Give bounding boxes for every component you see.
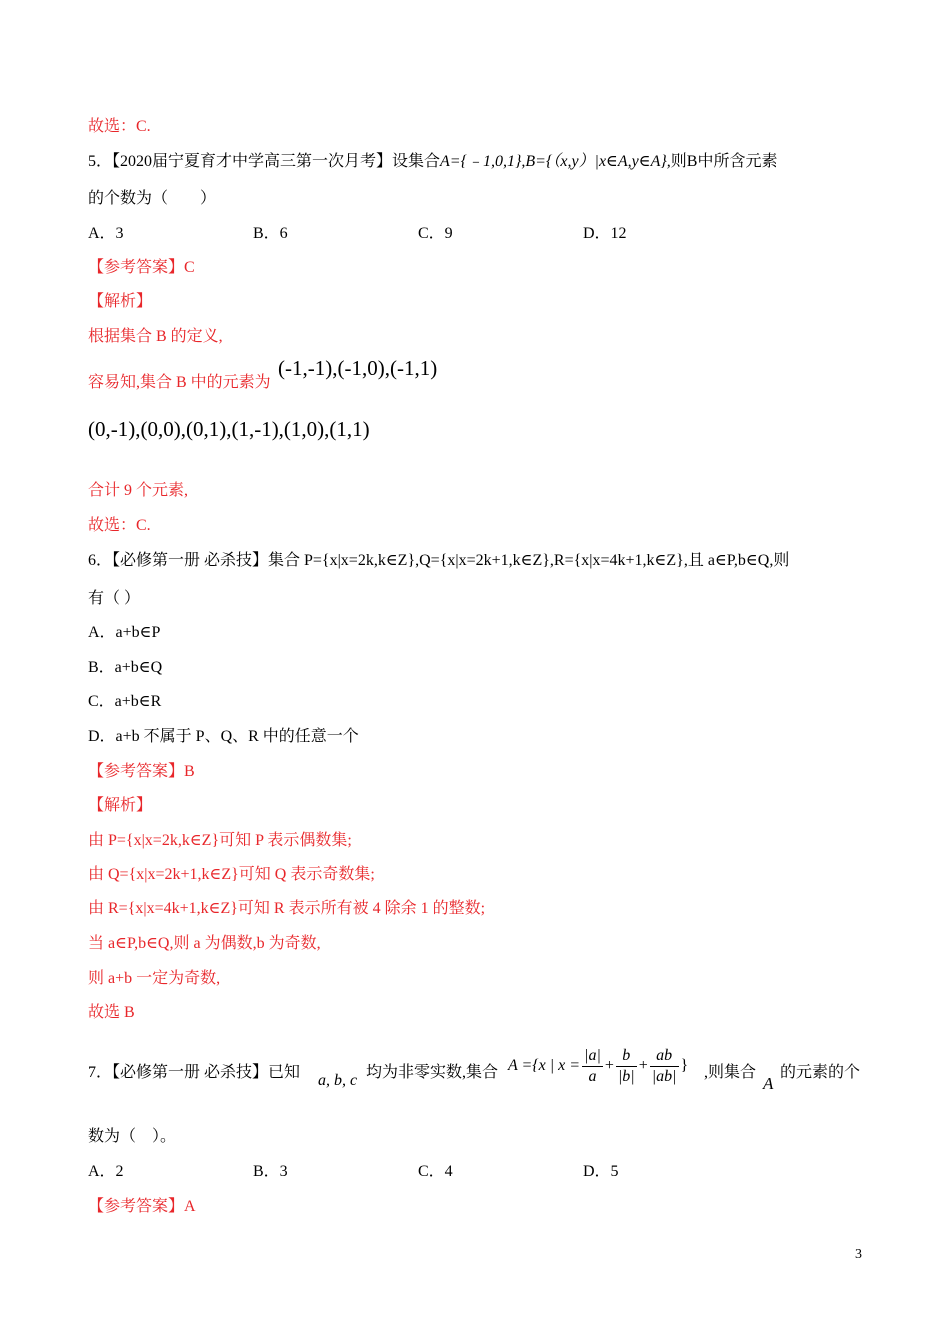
q6-solution-line: 故选 B	[88, 1004, 135, 1021]
q7-stem-post1: ,则集合	[704, 1064, 757, 1081]
q7-stem-mid: 均为非零实数,集合	[366, 1064, 499, 1081]
q7-set-lhs: A ={x | x =	[508, 1057, 581, 1074]
q7-stem-line2: 数为（ ）。	[88, 1128, 177, 1145]
q6-solution-line: 由 R={x|x=4k+1,k∈Z}可知 R 表示所有被 4 除余 1 的整数;	[88, 900, 486, 917]
q5-solution-line2: 容易知,集合 B 中的元素为	[88, 374, 271, 391]
page-number: 3	[855, 1247, 862, 1262]
q7-plus: +	[638, 1057, 648, 1074]
q7-set-name: A	[763, 1074, 774, 1093]
q7-frac-3	[650, 1046, 679, 1087]
q5-option-a: A．3	[88, 225, 124, 242]
q5-solution-line5: 故选：C.	[88, 517, 151, 534]
q5-option-c: C．9	[418, 225, 453, 242]
q7-option-a: A．2	[88, 1163, 124, 1180]
q6-option-c: C．a+b∈R	[88, 693, 162, 710]
q7-frac-2	[616, 1046, 637, 1087]
q6-solution-line: 由 Q={x|x=2k+1,k∈Z}可知 Q 表示奇数集;	[88, 866, 375, 883]
q6-stem-line2: 有（ ）	[88, 590, 141, 607]
q5-solution-line1: 根据集合 B 的定义,	[88, 328, 223, 345]
q7-option-b: B．3	[253, 1163, 288, 1180]
q7-frac2-num: b	[616, 1046, 637, 1067]
q6-option-d: D．a+b 不属于 P、Q、R 中的任意一个	[88, 728, 359, 745]
q7-answer: 【参考答案】A	[88, 1198, 196, 1215]
q5-elements-math-1: (-1,-1),(-1,0),(-1,1)	[278, 356, 438, 380]
q5-analysis-label: 【解析】	[88, 293, 153, 310]
q7-plus: +	[604, 1057, 614, 1074]
q7-frac2-den: |b|	[617, 1067, 635, 1085]
q5-option-b: B．6	[253, 225, 288, 242]
q5-option-d: D．12	[583, 225, 627, 242]
q6-stem-line1: 6．【必修第一册 必杀技】集合 P={x|x=2k,k∈Z},Q={x|x=2k+1,k∈Z},R={x|x=4k+1,k∈Z},且 a∈P,b∈Q,则	[88, 552, 790, 569]
q7-set-rhs: }	[680, 1057, 689, 1074]
q7-option-c: C．4	[418, 1163, 453, 1180]
q7-frac3-num: ab	[650, 1046, 679, 1067]
q5-answer: 【参考答案】C	[88, 259, 195, 276]
q7-frac3-den: |ab|	[651, 1067, 677, 1085]
q7-stem-pre: 7．【必修第一册 必杀技】已知	[88, 1064, 301, 1081]
q7-set-definition	[508, 1036, 688, 1096]
q6-answer: 【参考答案】B	[88, 763, 195, 780]
q5-stem-line1: 5．【2020届宁夏育才中学高三第一次月考】设集合A={﹣1,0,1},B={（x,y）|x∈A,y∈A},则B中所含元素	[88, 153, 778, 170]
q7-option-d: D．5	[583, 1163, 619, 1180]
q6-analysis-label: 【解析】	[88, 797, 153, 814]
q7-frac1-den: a	[588, 1067, 597, 1085]
q5-elements-math-2: (0,-1),(0,0),(0,1),(1,-1),(1,0),(1,1)	[88, 417, 370, 441]
q6-solution-line: 由 P={x|x=2k,k∈Z}可知 P 表示偶数集;	[88, 832, 352, 849]
q4-answer-pick: 故选：C.	[88, 118, 151, 135]
q7-vars: a, b, c	[318, 1072, 358, 1089]
q6-solution-line: 当 a∈P,b∈Q,则 a 为偶数,b 为奇数,	[88, 935, 321, 952]
q5-stem-line2: 的个数为（ ）	[88, 190, 217, 207]
q6-option-b: B．a+b∈Q	[88, 659, 163, 676]
q7-stem-post2: 的元素的个	[780, 1064, 861, 1081]
q7-frac-1	[582, 1046, 603, 1087]
q6-option-a: A．a+b∈P	[88, 624, 161, 641]
q6-solution-line: 则 a+b 一定为奇数,	[88, 970, 221, 987]
q7-frac1-num: |a|	[582, 1046, 603, 1067]
q5-solution-line4: 合计 9 个元素,	[88, 482, 189, 499]
